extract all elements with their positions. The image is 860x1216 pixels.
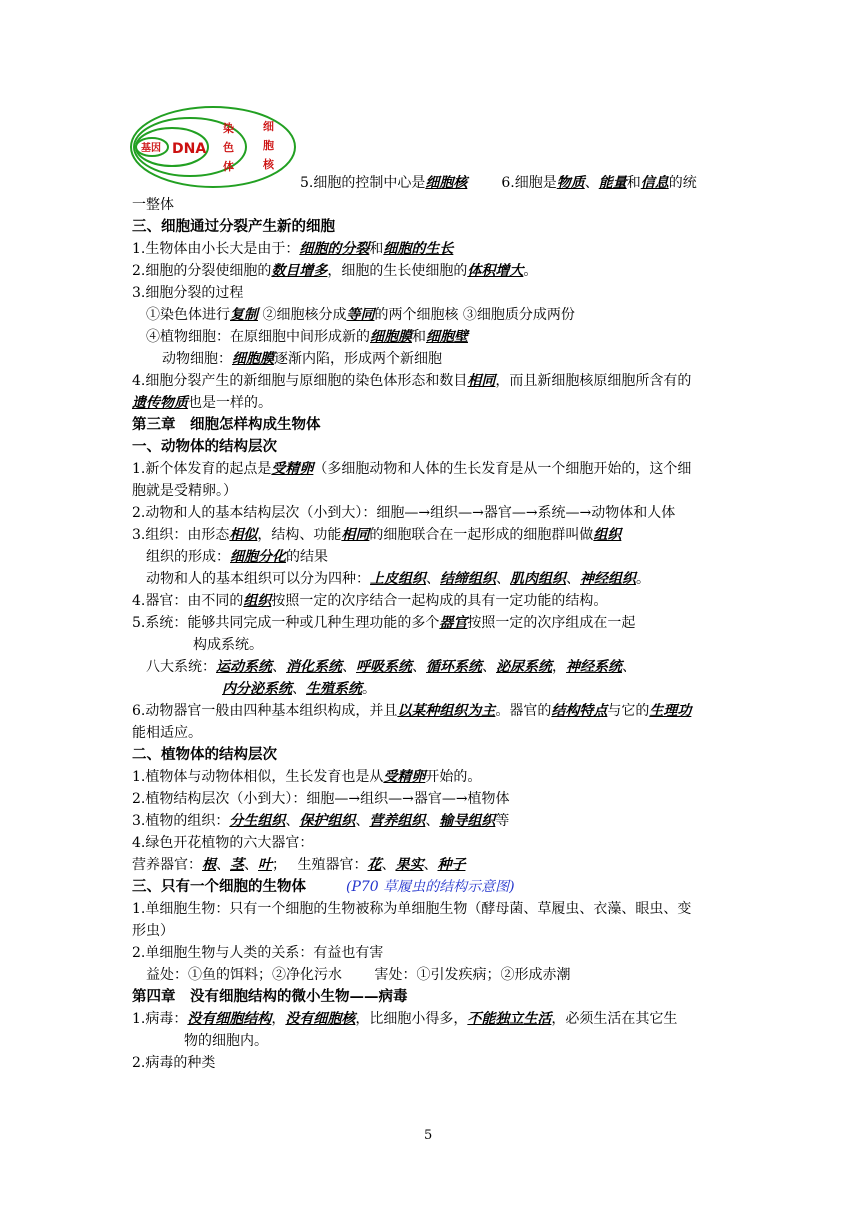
text-segment: 、 <box>584 175 599 191</box>
text-line <box>132 854 465 876</box>
text-segment: 动物和人的基本组织可以分为四种： <box>146 571 370 587</box>
text-segment: 形虫） <box>132 923 174 939</box>
nucleus-char-2: 胞 <box>263 139 274 152</box>
text-segment: 的统 <box>668 175 697 191</box>
text-segment: ，而且新细胞核原细胞所含有的 <box>495 373 692 389</box>
keyword: 神经组织 <box>580 571 636 587</box>
text-segment: 组织的形成： <box>146 549 230 565</box>
text-segment: 一、动物体的结构层次 <box>132 438 277 455</box>
text-segment: 、 <box>285 813 300 829</box>
text-segment: 2.细胞的分裂使细胞的 <box>132 263 272 279</box>
text-segment: 动物细胞： <box>162 351 232 367</box>
text-segment: 逐渐内陷，形成两个新细胞 <box>274 351 442 367</box>
section-heading <box>132 876 515 898</box>
keyword: 组织 <box>243 593 272 609</box>
text-segment: 第三章 细胞怎样构成生物体 <box>132 416 321 433</box>
text-segment: 3.组织：由形态 <box>132 527 230 543</box>
keyword: 结缔组织 <box>440 571 496 587</box>
text-segment: 一整体 <box>132 197 174 213</box>
keyword: 结构特点 <box>551 703 608 719</box>
text-line <box>132 238 453 260</box>
text-segment: 也是一样的。 <box>188 395 272 411</box>
keyword: 受精卵 <box>271 461 314 477</box>
keyword: 上皮组织 <box>370 571 426 587</box>
keyword: 呼吸系统 <box>356 659 412 675</box>
text-line <box>132 480 237 502</box>
keyword: 生理功 <box>649 703 692 719</box>
text-segment: 、 <box>425 813 440 829</box>
text-line <box>146 964 570 986</box>
keyword: 相似 <box>229 527 258 543</box>
text-line <box>132 700 691 722</box>
nucleus-char-3: 核 <box>263 158 274 171</box>
text-segment: 2.动物和人的基本结构层次（小到大）：细胞—→组织—→器官—→系统—→动物体和人体 <box>132 505 676 521</box>
text-segment: 第四章 没有细胞结构的微小生物——病毒 <box>132 988 408 1005</box>
text-segment: 的细胞联合在一起形成的细胞群叫做 <box>369 527 594 543</box>
keyword: 受精卵 <box>383 769 426 785</box>
text-line <box>146 656 636 678</box>
text-segment: 1.新个体发育的起点是 <box>132 461 272 477</box>
text-line <box>132 810 509 832</box>
text-segment: 5.系统：能够共同完成一种或几种生理功能的多个 <box>132 615 440 631</box>
text-segment: 、 <box>272 659 286 675</box>
text-segment: 按照一定的次序结合一起构成的具有一定功能的结构。 <box>271 593 608 609</box>
text-segment: ，结构、功能 <box>257 527 342 543</box>
text-segment: 胞就是受精卵。） <box>132 483 237 499</box>
keyword: 相同 <box>341 527 370 543</box>
keyword: 遗传物质 <box>132 395 188 411</box>
text-line <box>132 766 481 788</box>
text-segment: 1.生物体由小长大是由于： <box>132 241 300 257</box>
keyword: 器官 <box>439 615 468 631</box>
text-segment: ，必须生活在其它生 <box>551 1011 678 1027</box>
text-segment: ，细胞的生长使细胞的 <box>327 263 468 279</box>
text-segment: 、 <box>423 857 438 873</box>
text-line <box>132 722 202 744</box>
text-segment: 1.单细胞生物：只有一个细胞的生物被称为单细胞生物（酵母菌、草履虫、衣藻、眼虫、变 <box>132 901 692 917</box>
keyword: 复制 <box>230 307 258 323</box>
text-segment: 物的细胞内。 <box>184 1033 268 1049</box>
text-segment: 按照一定的次序组成在一起 <box>467 615 636 631</box>
keyword: 消化系统 <box>286 659 342 675</box>
text-line <box>146 326 468 348</box>
keyword: 组织 <box>593 527 622 543</box>
text-segment: 。 <box>523 263 538 279</box>
chapter-heading <box>132 414 321 436</box>
text-segment: ②细胞核分成 <box>258 307 347 323</box>
keyword: 物质 <box>556 175 585 191</box>
keyword: 不能独立生活 <box>467 1011 552 1027</box>
text-line <box>132 1052 215 1074</box>
keyword: 叶 <box>258 857 272 873</box>
keyword: 神经系统 <box>566 659 622 675</box>
text-segment: （多细胞动物和人体的生长发育是从一个细胞开始的，这个细 <box>313 461 692 477</box>
text-segment: ； 生殖器官： <box>272 857 368 873</box>
text-line <box>146 568 650 590</box>
text-line <box>132 832 313 854</box>
text-segment: 三、细胞通过分裂产生新的细胞 <box>132 218 335 235</box>
text-line <box>132 524 621 546</box>
text-segment: 能相适应。 <box>132 725 202 741</box>
keyword: 营养组织 <box>369 813 426 829</box>
text-segment: 的两个细胞核 ③细胞质分成两份 <box>374 307 575 323</box>
text-segment: 八大系统： <box>146 659 216 675</box>
keyword: 运动系统 <box>216 659 272 675</box>
keyword: 内分泌系统 <box>222 681 292 697</box>
keyword: 花 <box>367 857 382 873</box>
keyword: 细胞核 <box>425 175 468 191</box>
text-segment: 、 <box>355 813 370 829</box>
text-line <box>146 304 575 326</box>
text-segment: 、 <box>412 659 426 675</box>
section-heading <box>132 436 277 458</box>
text-segment: ①染色体进行 <box>146 307 230 323</box>
keyword: 相同 <box>467 373 496 389</box>
keyword: 果实 <box>395 857 424 873</box>
text-segment: 构成系统。 <box>193 637 263 653</box>
text-segment: 开始的。 <box>425 769 482 785</box>
keyword: 细胞膜 <box>232 351 274 367</box>
text-line <box>132 392 272 414</box>
text-segment: 3.植物的组织： <box>132 813 230 829</box>
text-line <box>162 348 442 370</box>
keyword: 细胞的分裂 <box>299 241 370 257</box>
text-segment: 二、植物体的结构层次 <box>132 746 277 763</box>
keyword: 输导组织 <box>439 813 496 829</box>
text-segment: 、 <box>381 857 396 873</box>
keyword: 茎 <box>230 857 244 873</box>
text-line <box>132 942 383 964</box>
text-segment: 与它的 <box>607 703 650 719</box>
text-segment: 6.细胞是 <box>501 175 557 191</box>
chromosome-char-2: 色 <box>223 141 234 154</box>
text-segment: 营养器官： <box>132 857 202 873</box>
text-segment: 4.绿色开花植物的六大器官： <box>132 835 314 851</box>
keyword: 分生组织 <box>229 813 286 829</box>
text-segment: ， <box>552 659 566 675</box>
text-segment: ， <box>271 1011 286 1027</box>
text-segment: 。 <box>636 571 650 587</box>
text-segment: 2.植物结构层次（小到大）：细胞—→组织—→器官—→植物体 <box>132 791 510 807</box>
keyword: 细胞的生长 <box>383 241 454 257</box>
keyword: 没有细胞结构 <box>187 1011 272 1027</box>
text-segment: 4.器官：由不同的 <box>132 593 244 609</box>
text-segment: 、 <box>292 681 306 697</box>
text-segment: 的结果 <box>286 549 328 565</box>
text-line <box>132 920 174 942</box>
text-line <box>132 898 691 920</box>
keyword: 以某种组织为主 <box>397 703 496 719</box>
keyword: 没有细胞核 <box>285 1011 356 1027</box>
text-line <box>132 282 243 304</box>
text-segment: 、 <box>244 857 258 873</box>
text-segment: ④植物细胞：在原细胞中间形成新的 <box>146 329 370 345</box>
keyword: 细胞壁 <box>426 329 468 345</box>
text-segment: 和 <box>626 175 641 191</box>
chromosome-char-3: 体 <box>223 160 234 173</box>
text-line <box>132 612 635 634</box>
text-line <box>132 788 510 810</box>
keyword: 循环系统 <box>426 659 482 675</box>
figure-reference: (P70 草履虫的结构示意图) <box>346 879 515 895</box>
text-segment: 4.细胞分裂产生的新细胞与原细胞的染色体形态和数目 <box>132 373 468 389</box>
chromosome-char-1: 染 <box>223 122 234 135</box>
gene-label: 基因 <box>141 143 161 154</box>
text-line <box>132 370 691 392</box>
text-segment: 、 <box>426 571 440 587</box>
keyword: 细胞膜 <box>370 329 412 345</box>
nucleus-char-1: 细 <box>263 120 274 133</box>
text-segment: 。器官的 <box>495 703 552 719</box>
text-line <box>132 590 607 612</box>
keyword: 根 <box>202 857 216 873</box>
text-segment: 。 <box>362 681 376 697</box>
text-segment: 6.动物器官一般由四种基本组织构成，并且 <box>132 703 398 719</box>
dna-label: DNA <box>172 141 207 157</box>
page-number: 5 <box>424 1128 433 1143</box>
text-segment: ，比细胞小得多， <box>355 1011 468 1027</box>
keyword: 泌尿系统 <box>496 659 552 675</box>
text-segment: 等 <box>495 813 510 829</box>
text-line <box>132 458 691 480</box>
keyword: 种子 <box>437 857 466 873</box>
text-line <box>146 546 328 568</box>
text-segment: 、 <box>216 857 230 873</box>
section-heading <box>132 744 277 766</box>
text-line <box>184 1030 268 1052</box>
text-line <box>132 502 675 524</box>
keyword: 保护组织 <box>299 813 356 829</box>
text-segment: 和 <box>412 329 426 345</box>
text-segment: 2.单细胞生物与人类的关系：有益也有害 <box>132 945 384 961</box>
section-heading <box>132 216 335 238</box>
text-segment: 益处：①鱼的饵料；②净化污水 害处：①引发疾病；②形成赤潮 <box>146 967 571 983</box>
text-segment: 、 <box>566 571 580 587</box>
text-line <box>132 260 537 282</box>
keyword: 信息 <box>640 175 669 191</box>
keyword: 肌肉组织 <box>510 571 566 587</box>
text-segment: 1.病毒： <box>132 1011 188 1027</box>
text-segment: 、 <box>342 659 356 675</box>
text-line <box>193 634 263 656</box>
text-segment: 、 <box>622 659 636 675</box>
keyword: 能量 <box>598 175 627 191</box>
text-segment: 、 <box>482 659 496 675</box>
text-line <box>300 172 697 194</box>
text-segment: 1.植物体与动物体相似，生长发育也是从 <box>132 769 384 785</box>
keyword: 数目增多 <box>271 263 328 279</box>
keyword: 等同 <box>346 307 375 323</box>
text-segment: 3.细胞分裂的过程 <box>132 285 244 301</box>
keyword: 生殖系统 <box>306 681 362 697</box>
text-segment: 和 <box>369 241 384 257</box>
text-line <box>222 678 376 700</box>
gene-dna-chromosome-nucleus-diagram <box>128 104 300 192</box>
chapter-heading <box>132 986 408 1008</box>
keyword: 细胞分化 <box>230 549 286 565</box>
text-segment: 5.细胞的控制中心是 <box>300 175 426 191</box>
text-line <box>132 194 174 216</box>
keyword: 体积增大 <box>467 263 524 279</box>
text-segment: 三、只有一个细胞的生物体 <box>132 878 306 895</box>
text-segment: 、 <box>496 571 510 587</box>
text-line <box>132 1008 677 1030</box>
text-segment: 2.病毒的种类 <box>132 1055 216 1071</box>
